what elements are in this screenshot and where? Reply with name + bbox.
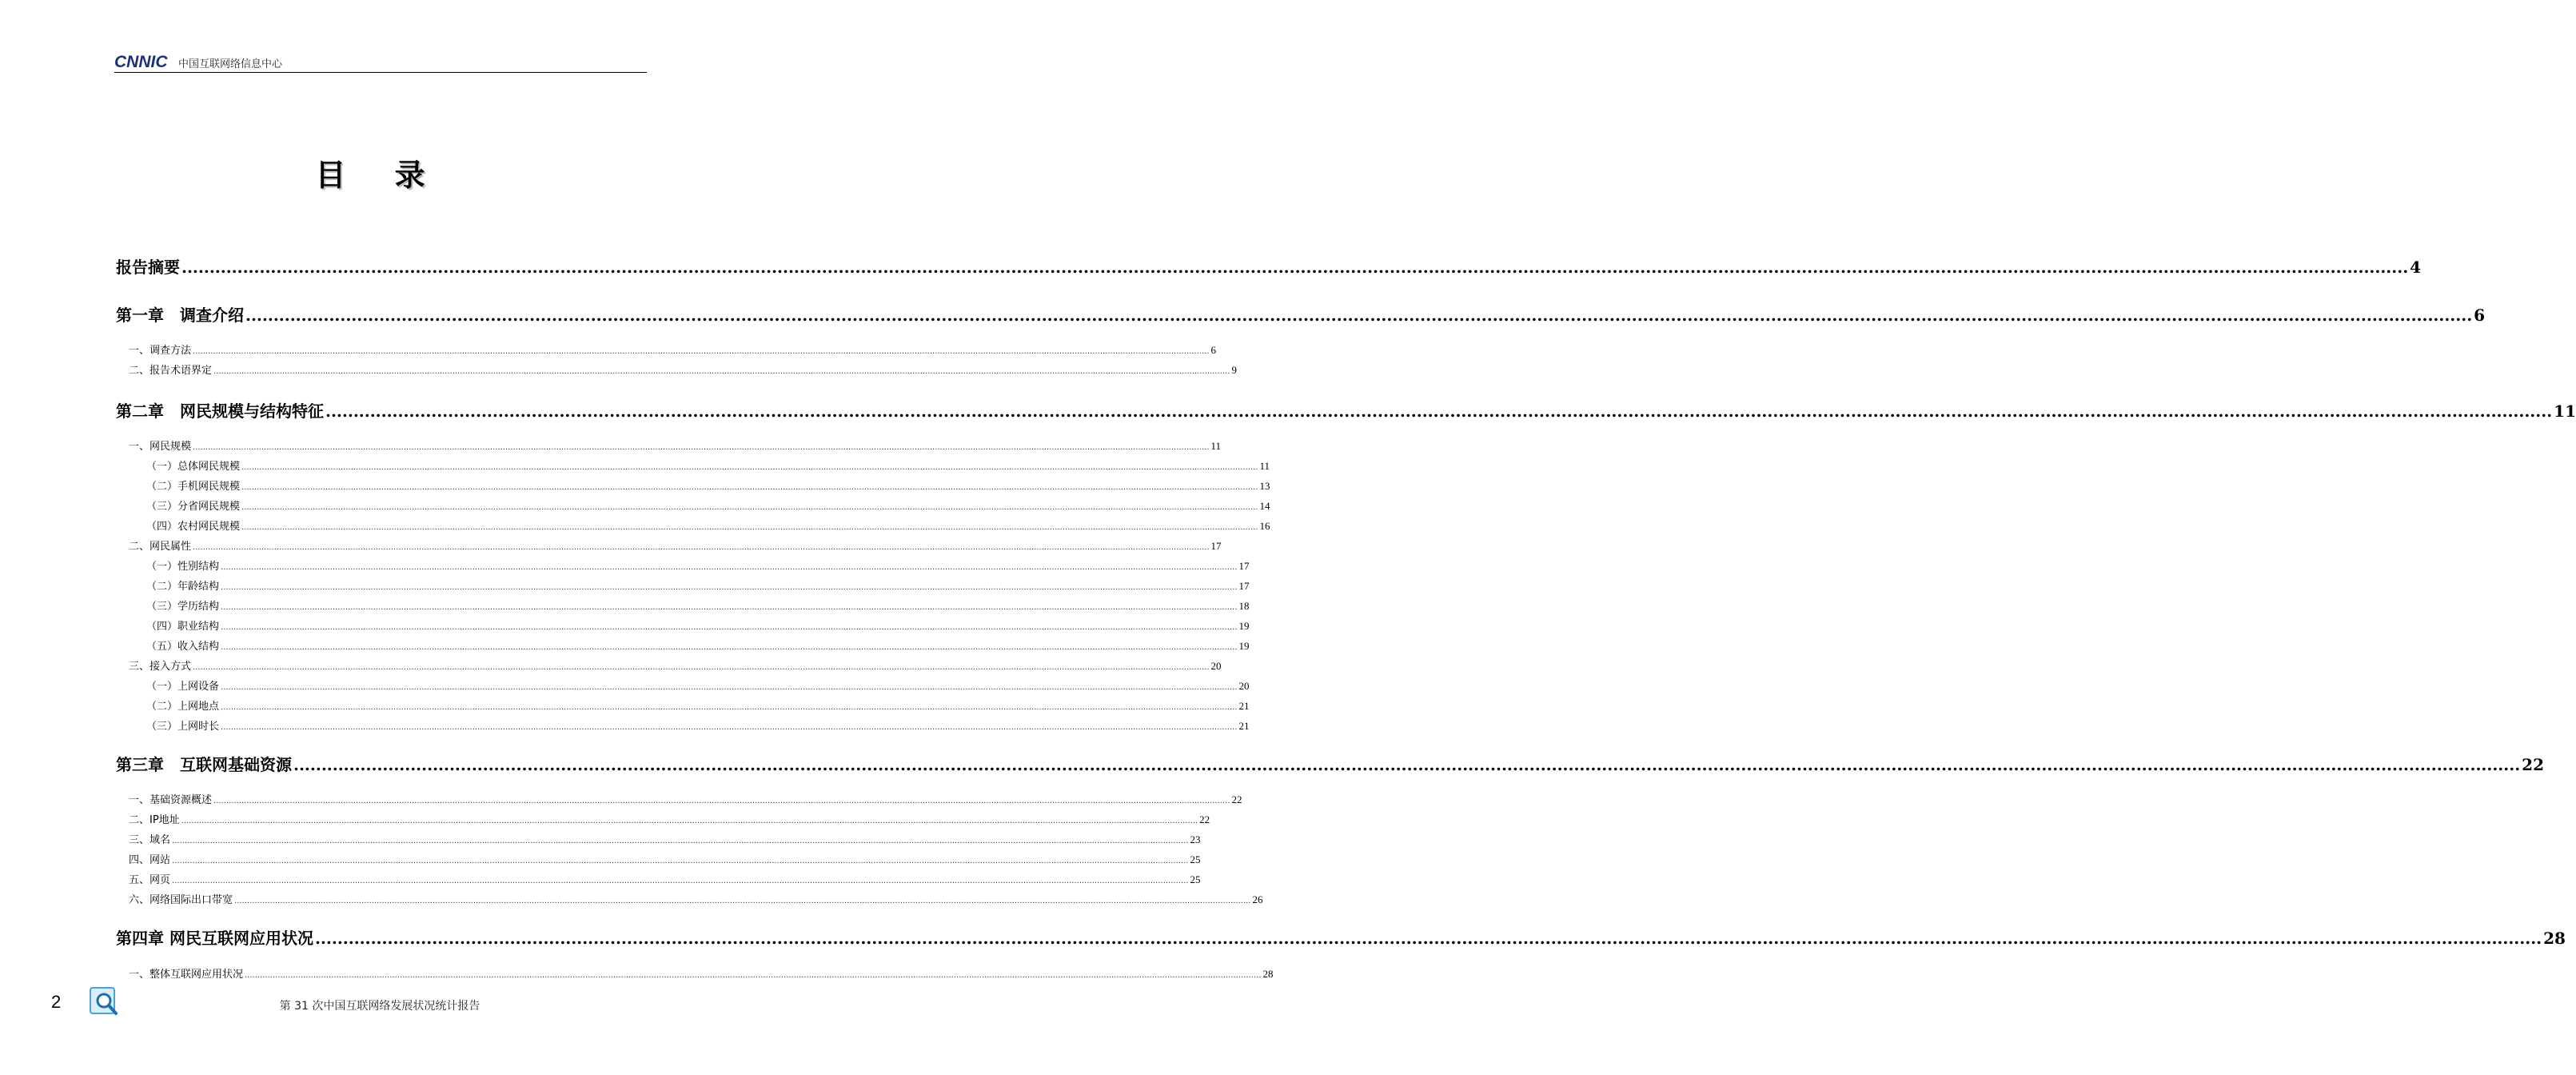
toc-entry-label: （四）农村网民规模 bbox=[146, 521, 241, 533]
dot-leader: ................................................................................................................................................................................................................................................................................................................................................................................................................ bbox=[234, 897, 1251, 905]
toc-subsection[interactable] bbox=[146, 478, 1270, 493]
toc-subsection[interactable] bbox=[146, 677, 1250, 693]
dot-leader: ................................................................................................................................................................................................................................................................................................................................................................................................................ bbox=[221, 703, 1238, 712]
dot-leader: ................................................................................................................................................................................................................................................................................................................................................................................................................ bbox=[241, 483, 1258, 492]
toc-subsection[interactable] bbox=[146, 617, 1250, 633]
toc-entry-page: 9 bbox=[1231, 364, 1237, 376]
toc-entry-label: （三）上网时长 bbox=[146, 721, 220, 733]
toc-entry-label: （三）学历结构 bbox=[146, 601, 220, 613]
toc-section[interactable] bbox=[129, 965, 1274, 981]
toc-section[interactable] bbox=[129, 342, 1216, 357]
dot-leader: ................................................................................................................................................................................................................................................................................................................................................................................................................ bbox=[213, 797, 1230, 805]
toc-entry-page: 19 bbox=[1238, 620, 1250, 632]
toc-subsection[interactable] bbox=[146, 577, 1250, 593]
toc-entry-page: 20 bbox=[1210, 660, 1222, 672]
toc-subsection[interactable] bbox=[146, 697, 1250, 713]
toc-entry-page: 11 bbox=[1210, 440, 1222, 452]
toc-section[interactable] bbox=[129, 811, 1210, 826]
toc-section[interactable] bbox=[129, 438, 1222, 453]
toc-entry-page: 17 bbox=[1238, 580, 1250, 592]
toc-entry-page: 17 bbox=[1238, 560, 1250, 572]
toc-section[interactable] bbox=[129, 831, 1201, 846]
toc-entry-page: 6 bbox=[2474, 306, 2486, 325]
toc-entry-label: 三、接入方式 bbox=[129, 661, 192, 673]
toc-entry-label: 一、整体互联网应用状况 bbox=[129, 969, 244, 981]
toc-entry-page: 23 bbox=[1190, 833, 1201, 845]
toc-section[interactable] bbox=[129, 791, 1242, 806]
toc-entry-page: 21 bbox=[1238, 700, 1250, 712]
toc-entry-label: （二）手机网民规模 bbox=[146, 481, 241, 493]
toc-chapter[interactable] bbox=[116, 254, 2422, 278]
dot-leader: ................................................................................................................................................................................................................................................................................................................................................................................................................ bbox=[241, 523, 1258, 532]
dot-leader: ................................................................................................................................................................................................................................................................................................................................................................................................................ bbox=[221, 623, 1238, 632]
toc-chapter[interactable] bbox=[116, 302, 2486, 326]
toc-entry-page: 22 bbox=[2522, 755, 2544, 774]
toc-entry-page: 20 bbox=[1238, 680, 1250, 692]
dot-leader: ................................................................................................................................................................................................................................................................................................................................................................................................................ bbox=[193, 663, 1210, 672]
toc-subsection[interactable] bbox=[146, 557, 1250, 573]
dot-leader: ................................................................................................................................................................................................................................................................................................................................................................................................................ bbox=[221, 583, 1238, 592]
toc-entry-label: 一、网民规模 bbox=[129, 441, 192, 453]
toc-chapter[interactable] bbox=[116, 398, 2576, 422]
toc-subsection[interactable] bbox=[146, 498, 1270, 513]
dot-leader: ................................................................................................................................................................................................................................................................................................................................................................................................................ bbox=[172, 857, 1189, 865]
dot-leader: ................................................................................................................................................................................................................................................................................................................................................................................................................ bbox=[221, 603, 1238, 612]
toc-entry-label: 二、IP地址 bbox=[129, 814, 180, 826]
toc-entry-label: 第一章 调查介绍 bbox=[116, 306, 244, 325]
toc-entry-label: （一）性别结构 bbox=[146, 561, 220, 573]
toc-entry-label: 一、基础资源概述 bbox=[129, 794, 213, 806]
toc-section[interactable] bbox=[129, 891, 1263, 906]
toc-chapter[interactable] bbox=[116, 925, 2566, 949]
toc-entry-page: 18 bbox=[1238, 600, 1250, 612]
toc-subsection[interactable] bbox=[146, 717, 1250, 733]
toc-entry-page: 22 bbox=[1231, 793, 1242, 805]
page-title: 目 录 bbox=[315, 158, 445, 193]
dot-leader: ................................................................................................................................................................................................................................................................................................................................................................................................................ bbox=[245, 971, 1262, 980]
toc-section[interactable] bbox=[129, 657, 1222, 673]
toc-entry-label: 三、域名 bbox=[129, 834, 171, 846]
toc-subsection[interactable] bbox=[146, 458, 1270, 473]
dot-leader: ................................................................................................................................................................................................................................................................................................................................................................................................................ bbox=[241, 463, 1258, 472]
toc-entry-label: 一、调查方法 bbox=[129, 345, 192, 357]
toc-entry-page: 6 bbox=[1210, 344, 1216, 356]
dot-leader: ................................................................................................................................................................................................................................................................................................................................................................................................................ bbox=[181, 258, 2409, 277]
toc-entry-page: 28 bbox=[2543, 929, 2566, 948]
svg-text:CNNIC: CNNIC bbox=[114, 53, 168, 71]
dot-leader: ................................................................................................................................................................................................................................................................................................................................................................................................................ bbox=[172, 837, 1189, 845]
dot-leader: ................................................................................................................................................................................................................................................................................................................................................................................................................ bbox=[213, 367, 1230, 376]
toc-subsection[interactable] bbox=[146, 518, 1270, 533]
page-header bbox=[114, 51, 647, 73]
org-name: 中国互联网络信息中心 bbox=[178, 58, 283, 70]
toc-entry-page: 25 bbox=[1190, 873, 1201, 885]
toc-entry-page: 11 bbox=[2554, 402, 2576, 421]
toc-entry-page: 26 bbox=[1252, 893, 1263, 905]
toc-entry-page: 22 bbox=[1199, 813, 1210, 825]
toc-entry-label: 二、网民属性 bbox=[129, 541, 192, 553]
toc-entry-label: 五、网页 bbox=[129, 874, 171, 886]
dot-leader: ................................................................................................................................................................................................................................................................................................................................................................................................................ bbox=[221, 563, 1238, 572]
dot-leader: ................................................................................................................................................................................................................................................................................................................................................................................................................ bbox=[172, 877, 1189, 885]
toc-entry-page: 16 bbox=[1259, 520, 1270, 532]
dot-leader: ................................................................................................................................................................................................................................................................................................................................................................................................................ bbox=[193, 443, 1210, 452]
toc-entry-label: （二）上网地点 bbox=[146, 701, 220, 713]
dot-leader: ................................................................................................................................................................................................................................................................................................................................................................................................................ bbox=[193, 347, 1210, 356]
report-title: 第 31 次中国互联网络发展状况统计报告 bbox=[279, 1000, 481, 1013]
toc-entry-label: （四）职业结构 bbox=[146, 621, 220, 633]
dot-leader: ................................................................................................................................................................................................................................................................................................................................................................................................................ bbox=[193, 543, 1210, 552]
dot-leader: ................................................................................................................................................................................................................................................................................................................................................................................................................ bbox=[221, 723, 1238, 732]
dot-leader: ................................................................................................................................................................................................................................................................................................................................................................................................................ bbox=[325, 402, 2553, 421]
toc-entry-label: 四、网站 bbox=[129, 854, 171, 866]
toc-section[interactable] bbox=[129, 871, 1201, 886]
page-number: 2 bbox=[51, 992, 62, 1012]
toc-entry-label: 第二章 网民规模与结构特征 bbox=[116, 402, 324, 421]
dot-leader: ................................................................................................................................................................................................................................................................................................................................................................................................................ bbox=[181, 817, 1198, 825]
toc-subsection[interactable] bbox=[146, 637, 1250, 653]
dot-leader: ................................................................................................................................................................................................................................................................................................................................................................................................................ bbox=[245, 306, 2473, 325]
toc-entry-label: 六、网络国际出口带宽 bbox=[129, 894, 233, 906]
toc-entry-page: 13 bbox=[1259, 480, 1270, 492]
toc-chapter[interactable] bbox=[116, 752, 2544, 775]
toc-entry-page: 17 bbox=[1210, 540, 1222, 552]
dot-leader: ................................................................................................................................................................................................................................................................................................................................................................................................................ bbox=[221, 683, 1238, 692]
dot-leader: ................................................................................................................................................................................................................................................................................................................................................................................................................ bbox=[241, 503, 1258, 512]
toc-section[interactable] bbox=[129, 851, 1201, 866]
dot-leader: ................................................................................................................................................................................................................................................................................................................................................................................................................ bbox=[293, 755, 2521, 774]
cnnic-logo bbox=[114, 53, 170, 70]
toc-entry-label: （五）收入结构 bbox=[146, 641, 220, 653]
toc-entry-page: 19 bbox=[1238, 640, 1250, 652]
toc-entry-page: 4 bbox=[2410, 258, 2422, 277]
toc-section[interactable] bbox=[129, 538, 1222, 553]
toc-subsection[interactable] bbox=[146, 597, 1250, 613]
toc-entry-page: 21 bbox=[1238, 720, 1250, 732]
toc-entry-page: 11 bbox=[1259, 460, 1270, 472]
toc-entry-page: 14 bbox=[1259, 500, 1270, 512]
toc-entry-label: 第三章 互联网基础资源 bbox=[116, 755, 292, 774]
toc-entry-page: 28 bbox=[1262, 968, 1274, 980]
toc-entry-label: 第四章 网民互联网应用状况 bbox=[116, 929, 313, 948]
toc-entry-label: 报告摘要 bbox=[116, 258, 180, 277]
toc-entry-page: 25 bbox=[1190, 853, 1201, 865]
dot-leader: ................................................................................................................................................................................................................................................................................................................................................................................................................ bbox=[221, 643, 1238, 652]
toc-entry-label: （一）总体网民规模 bbox=[146, 461, 241, 473]
toc-section[interactable] bbox=[129, 362, 1237, 377]
toc-entry-label: （二）年龄结构 bbox=[146, 581, 220, 593]
toc-entry-label: （三）分省网民规模 bbox=[146, 501, 241, 513]
toc-entry-label: 二、报告术语界定 bbox=[129, 365, 213, 377]
dot-leader: ................................................................................................................................................................................................................................................................................................................................................................................................................ bbox=[314, 929, 2542, 948]
toc-entry-label: （一）上网设备 bbox=[146, 681, 220, 693]
